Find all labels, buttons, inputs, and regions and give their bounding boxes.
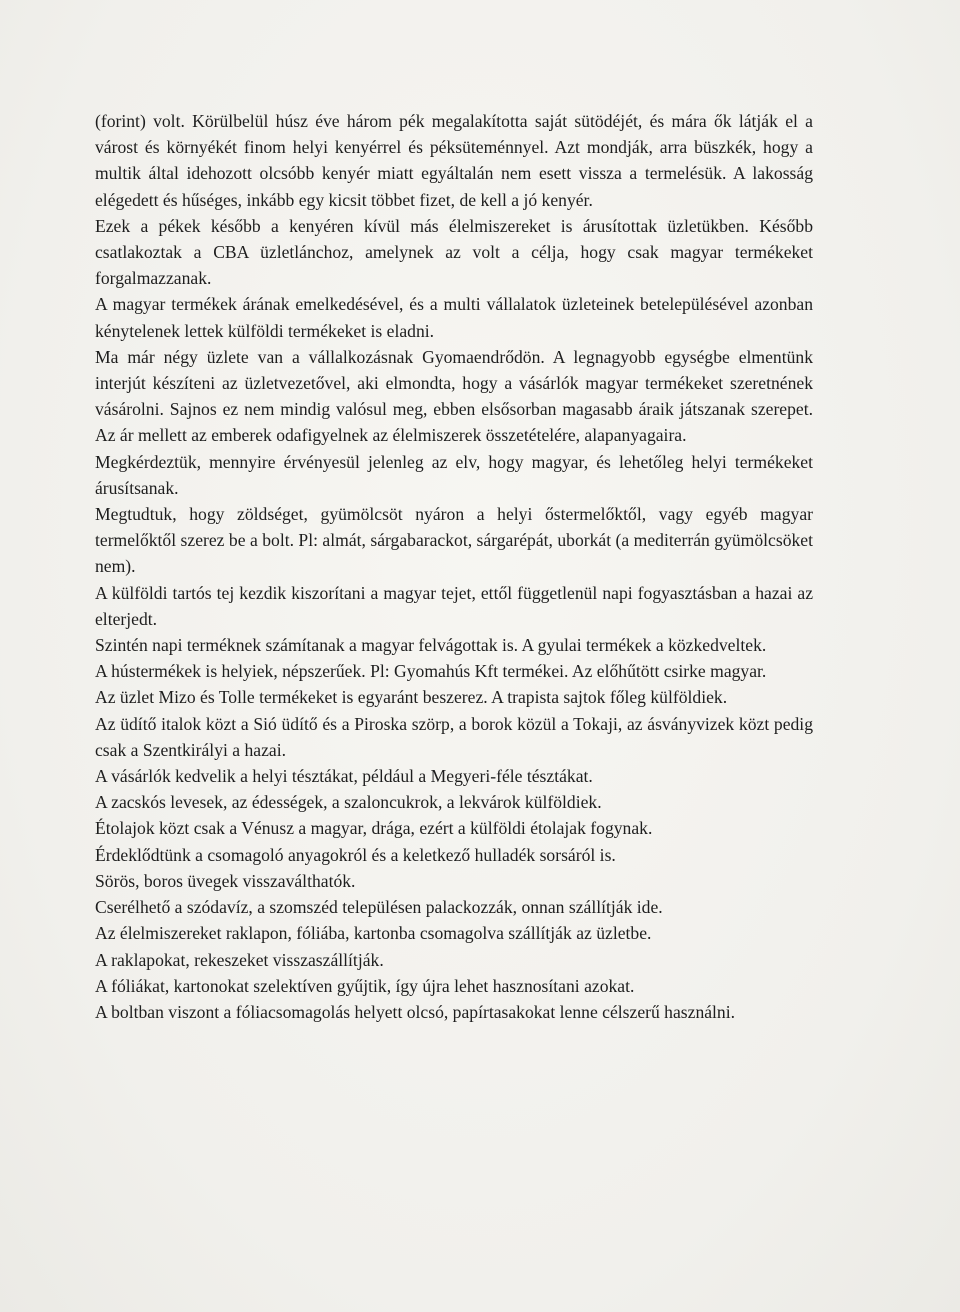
paragraph: Megtudtuk, hogy zöldséget, gyümölcsöt nyáron a helyi őstermelőktől, vagy egyéb magyar termelőktől szerez be a bolt. Pl: almát, sárgabarackot, sárgarépát, uborkát (a mediterrán gyümölcsöket nem). [95, 504, 813, 577]
paragraph: A magyar termékek árának emelkedésével, és a multi vállalatok üzleteinek betelepülésével azonban kénytelenek lettek külföldi termékeket is eladni. [95, 294, 813, 341]
paragraph: Szintén napi terméknek számítanak a magyar felvágottak is. A gyulai termékek a közkedveltek. [95, 635, 767, 656]
paragraph: A fóliákat, kartonokat szelektíven gyűjtik, így újra lehet hasznosítani azokat. [95, 975, 635, 996]
paragraph: A zacskós levesek, az édességek, a szaloncukrok, a lekvárok külföldiek. [95, 792, 602, 813]
paragraph: Megkérdeztük, mennyire érvényesül jelenleg az elv, hogy magyar, és lehetőleg helyi termékeket árusítsanak. [95, 451, 813, 498]
paragraph: A hústermékek is helyiek, népszerűek. Pl: Gyomahús Kft termékei. Az előhűtött csirke magyar. [95, 661, 767, 682]
paragraph: A vásárlók kedvelik a helyi tésztákat, például a Megyeri-féle tésztákat. [95, 766, 593, 787]
paragraph: Az élelmiszereket raklapon, fóliába, kartonba csomagolva szállítják az üzletbe. [95, 923, 652, 944]
paragraph: A boltban viszont a fóliacsomagolás helyett olcsó, papírtasakokat lenne célszerű használni. [95, 1001, 736, 1022]
paragraph: Cserélhető a szódavíz, a szomszéd településen palackozzák, onnan szállítják ide. [95, 897, 663, 918]
paragraph: A külföldi tartós tej kezdik kiszorítani a magyar tejet, ettől függetlenül napi fogyasztásban a hazai az elterjedt. [95, 582, 813, 629]
paragraph: Az üdítő italok közt a Sió üdítő és a Piroska szörp, a borok közül a Tokaji, az ásványvizek közt pedig csak a Szentkirályi a hazai. [95, 713, 813, 760]
paragraph: Ezek a pékek később a kenyéren kívül más élelmiszereket is árusítottak üzletükben. Később csatlakoztak a CBA üzletlánchoz, amelynek az volt a célja, hogy csak magyar termékeket forgalmazzanak. [95, 215, 813, 289]
document-body [95, 108, 813, 1025]
paragraph: Ma már négy üzlete van a vállalkozásnak Gyomaendrődön. A legnagyobb egységbe elmentünk interjút készíteni az üzletvezetővel, aki elmondta, hogy a vásárlók magyar termékeket szeretnének vásárolni. Sajnos ez nem mindig valósul meg, ebben elsősorban magasabb áraik játszanak szerepet. Az ár mellett az emberek odafigyelnek az élelmiszerek összetételére, alapanyagaira. [95, 346, 813, 446]
paragraph: Az üzlet Mizo és Tolle termékeket is egyaránt beszerez. A trapista sajtok főleg külföldiek. [95, 687, 728, 708]
paragraph: A raklapokat, rekeszeket visszaszállítják. [95, 949, 384, 970]
paragraph: Érdeklődtünk a csomagoló anyagokról és a keletkező hulladék sorsáról is. [95, 844, 616, 865]
paragraph: Sörös, boros üvegek visszaválthatók. [95, 870, 356, 891]
paragraph: (forint) volt. Körülbelül húsz éve három pék megalakította saját sütödéjét, és mára ők látják el a várost és környékét finom helyi kenyérrel és péksüteménnyel. Azt mondják, arra büszkék, hogy a multik által idehozott olcsóbb kenyér miatt egyáltalán nem esett vissza a termelésük. A lakosság elégedett és hűséges, inkább egy kicsit többet fizet, de kell a jó kenyér. [95, 111, 813, 210]
paragraph: Étolajok közt csak a Vénusz a magyar, drága, ezért a külföldi étolajak fogynak. [95, 818, 653, 839]
